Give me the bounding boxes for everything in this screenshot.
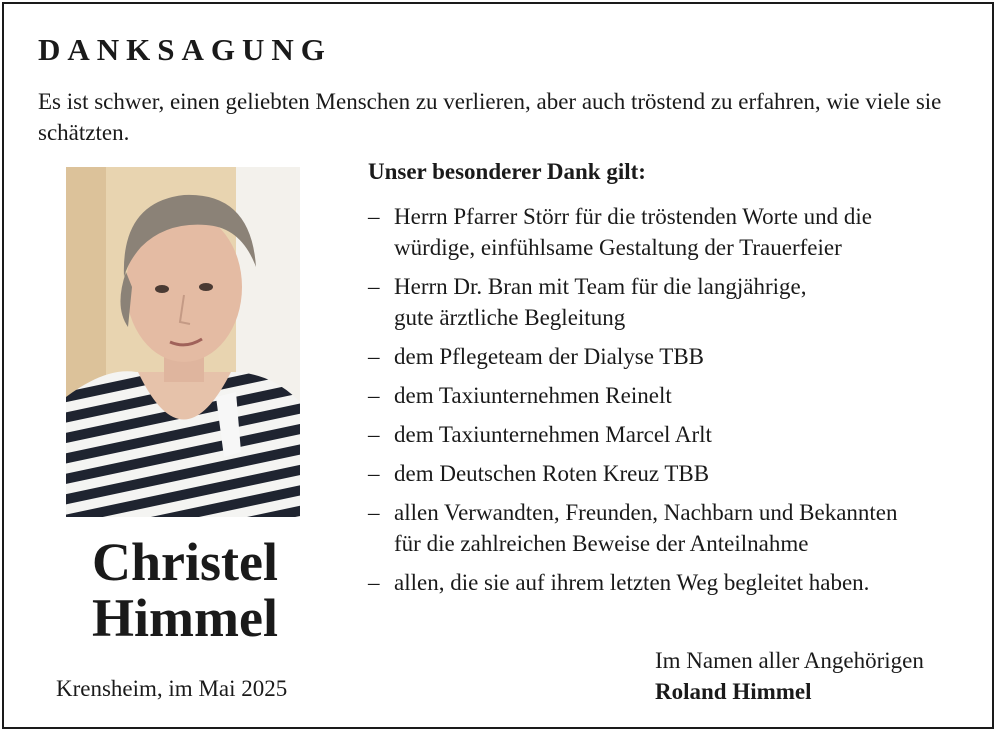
thanks-item (368, 419, 978, 450)
thanks-item-line: dem Deutschen Roten Kreuz TBB (394, 461, 710, 486)
thanks-item-line: Herrn Pfarrer Störr für die tröstenden Worte und die (394, 204, 873, 229)
notice-heading: DANKSAGUNG (38, 32, 332, 67)
thanks-item-line: Herrn Dr. Bran mit Team für die langjährige, (394, 274, 807, 299)
deceased-name (60, 534, 310, 646)
thanks-item (368, 497, 978, 559)
last-name: Himmel (92, 588, 278, 648)
thanks-title: Unser besonderer Dank gilt: (368, 159, 646, 184)
thanks-item (368, 271, 978, 333)
dash-bullet: – (368, 204, 380, 229)
dash-bullet: – (368, 274, 380, 299)
thanks-item-line: für die zahlreichen Beweise der Anteilnahme (394, 531, 809, 556)
intro-text: Es ist schwer, einen geliebten Menschen zu verlieren, aber auch tröstend zu erfahren, wie viele sie schätzten. (38, 89, 942, 145)
thanks-item-line: dem Pflegeteam der Dialyse TBB (394, 344, 704, 369)
portrait-photo (66, 167, 300, 517)
signature-block (655, 645, 924, 707)
dash-bullet: – (368, 500, 380, 525)
thanks-item-line: allen, die sie auf ihrem letzten Weg begleitet haben. (394, 570, 870, 595)
thanks-list (368, 201, 978, 606)
dash-bullet: – (368, 461, 380, 486)
thanks-item-line: dem Taxiunternehmen Reinelt (394, 383, 672, 408)
thanks-item-line: gute ärztliche Begleitung (394, 305, 626, 330)
place-date: Krensheim, im Mai 2025 (56, 676, 288, 701)
thanks-item (368, 201, 978, 263)
thanks-item (368, 380, 978, 411)
thanks-item-line: würdige, einfühlsame Gestaltung der Trauerfeier (394, 235, 842, 260)
first-name: Christel (92, 532, 278, 592)
thanks-item-line: allen Verwandten, Freunden, Nachbarn und Bekannten (394, 500, 898, 525)
signer-name: Roland Himmel (655, 679, 812, 704)
dash-bullet: – (368, 570, 380, 595)
thanks-item (368, 341, 978, 372)
dash-bullet: – (368, 422, 380, 447)
signature-line: Im Namen aller Angehörigen (655, 648, 924, 673)
thanks-item-line: dem Taxiunternehmen Marcel Arlt (394, 422, 712, 447)
dash-bullet: – (368, 344, 380, 369)
thanks-item (368, 567, 978, 598)
dash-bullet: – (368, 383, 380, 408)
thanks-item (368, 458, 978, 489)
